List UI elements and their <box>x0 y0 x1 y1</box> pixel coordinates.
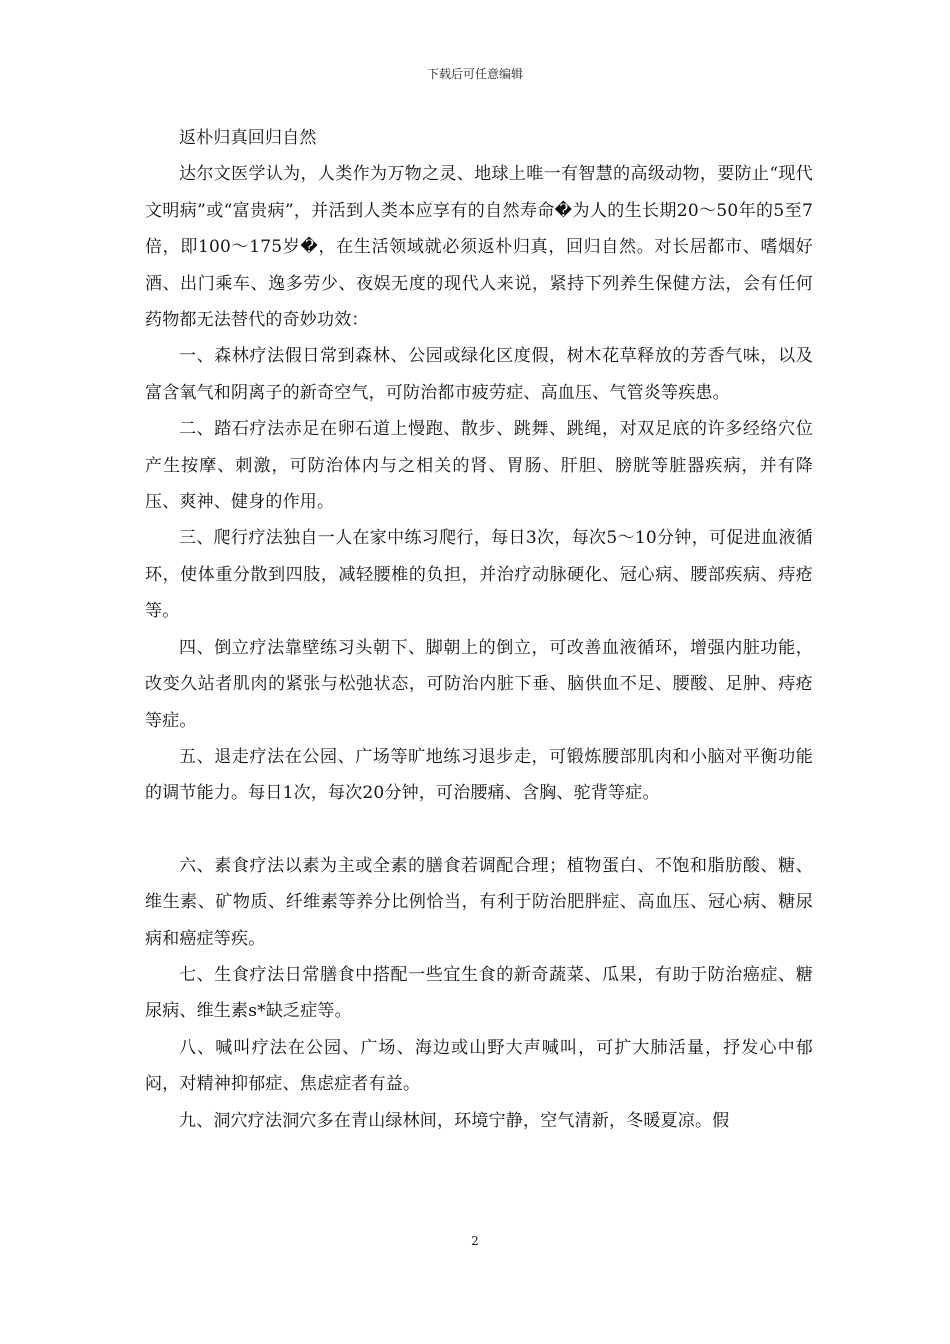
paragraph-forest-therapy: 一、森林疗法假日常到森林、公园或绿化区度假，树木花草释放的芳香气味，以及富含氧气和阴离子的新奇空气，可防治都市疲劳症、高血压、气管炎等疾患。 <box>145 346 813 403</box>
paragraph-stone-therapy: 二、踏石疗法赤足在卵石道上慢跑、散步、跳舞、跳绳，对双足底的许多经络穴位产生按摩、刺激，可防治体内与之相关的肾、胃肠、肝胆、膀胱等脏器疾病，并有降压、爽神、健身的作用。 <box>145 419 813 513</box>
page-number: 2 <box>471 1234 479 1248</box>
document-body <box>145 120 813 1139</box>
paragraph-handstand-therapy: 四、倒立疗法靠壁练习头朝下、脚朝上的倒立，可改善血液循环，增强内脏功能，改变久站者肌肉的紧张与松弛状态，可防治内脏下垂、脑供血不足、腰酸、足肿、痔疮等症。 <box>145 637 813 731</box>
paragraph-raw-food-therapy: 七、生食疗法日常膳食中搭配一些宜生食的新奇蔬菜、瓜果，有助于防治癌症、糖尿病、维生素s*缺乏症等。 <box>145 964 813 1022</box>
paragraph-intro: 达尔文医学认为，人类作为万物之灵、地球上唯一有智慧的高级动物，要防止“现代文明病”或“富贵病”，并活到人类本应享有的自然寿命�为人的生长期20～50年的5至7倍，即100～175岁�，在生活领域就必须返朴归真，回归自然。对长居都市、嗜烟好酒、出门乘车、逸多劳少、夜娱无度的现代人来说，紧持下列养生保健方法，会有任何药物都无法替代的奇妙功效： <box>145 164 813 331</box>
document-title: 返朴归真回归自然 <box>179 128 317 148</box>
paragraph-crawl-therapy: 三、爬行疗法独自一人在家中练习爬行，每日3次，每次5～10分钟，可促进血液循环，使体重分散到四肢，减轻腰椎的负担，并治疗动脉硬化、冠心病、腰部疾病、痔疮等。 <box>145 528 813 622</box>
paragraph-shouting-therapy: 八、喊叫疗法在公园、广场、海边或山野大声喊叫，可扩大肺活量，抒发心中郁闷，对精神抑郁症、焦虑症者有益。 <box>145 1037 813 1095</box>
paragraph-vegetarian-therapy: 六、素食疗法以素为主或全素的膳食若调配合理；植物蛋白、不饱和脂肪酸、糖、维生素、矿物质、纤维素等养分比例恰当，有利于防治肥胖症、高血压、冠心病、糖尿病和癌症等疾。 <box>145 855 813 949</box>
paragraph-cave-therapy: 九、洞穴疗法洞穴多在青山绿林间，环境宁静，空气清新，冬暖夏凉。假 <box>179 1110 730 1131</box>
page-header: 下载后可任意编辑 <box>426 67 523 81</box>
paragraph-backward-walk-therapy: 五、退走疗法在公园、广场等旷地练习退步走，可锻炼腰部肌肉和小脑对平衡功能的调节能力。每日1次，每次20分钟，可治腰痛、含胸、驼背等症。 <box>145 746 813 804</box>
